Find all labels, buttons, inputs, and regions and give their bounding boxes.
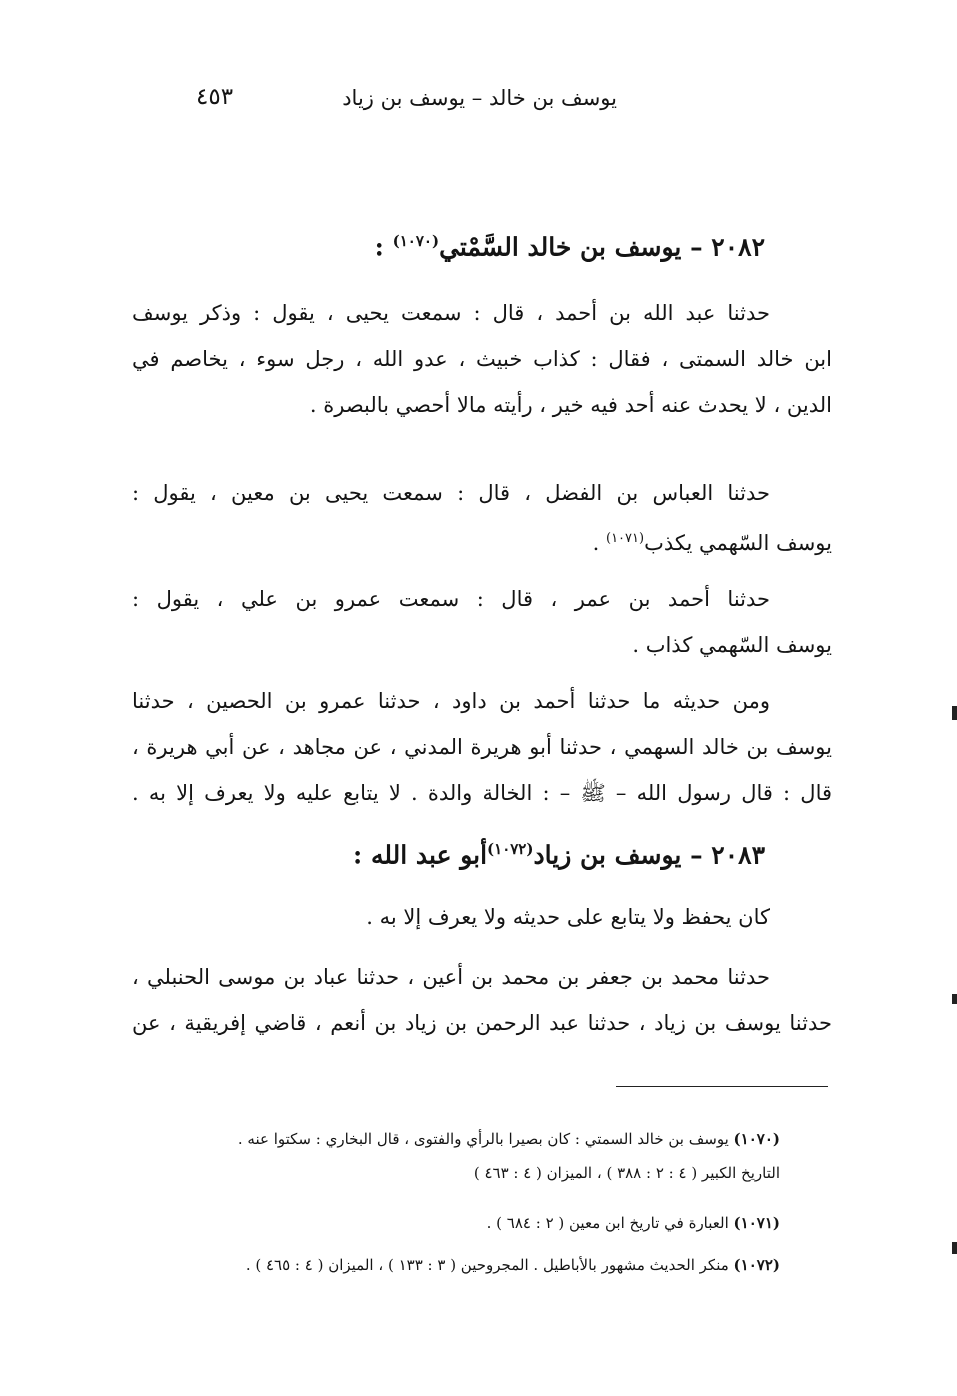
narration-paragraph [132, 290, 832, 428]
footnote [128, 1122, 780, 1190]
paragraph-line: الدين ، لا يحدث عنه أحد فيه خير ، رأيته مالا أحصي بالبصرة . [309, 393, 832, 417]
entry-heading [165, 840, 765, 869]
paragraph-line-text: يوسف السّهمي يكذب [644, 531, 832, 555]
footnote-line: التاريخ الكبير ( ٤ : ٢ : ٣٨٨ ) ، الميزان ( ٤ : ٤٦٣ ) [473, 1164, 780, 1182]
footnote-line [128, 1248, 780, 1282]
footnote-number: (١٠٧٠) [733, 1130, 780, 1148]
paragraph-line: حدثنا العباس بن الفضل ، قال : سمعت يحيى بن معين ، يقول : [132, 481, 770, 505]
footnote [128, 1206, 780, 1240]
scan-edge-mark [952, 706, 957, 720]
footnote [128, 1248, 780, 1282]
paragraph-line: حدثنا أحمد بن عمر ، قال : سمعت عمرو بن علي ، يقول : [132, 587, 770, 611]
footnote-text: منكر الحديث مشهور بالأباطيل . المجروحين ( ٣ : ١٣٣ ) ، الميزان ( ٤ : ٤٦٥ ) . [245, 1256, 729, 1274]
paragraph-line: قال : قال رسول الله – ﷺ – : الخالة والدة . لا يتابع عليه ولا يعرف إلا به . [132, 781, 832, 805]
entry-heading-text: ٢٠٨٣ – يوسف بن زياد [533, 840, 765, 870]
paragraph-line: حدثنا عبد الله بن أحمد ، قال : سمعت يحيى ، يقول : وذكر يوسف [132, 301, 770, 325]
footnote-separator [616, 1086, 828, 1087]
footnote-number: (١٠٧٢) [733, 1256, 780, 1274]
paragraph-line: حدثنا محمد بن جعفر بن محمد بن أعين ، حدثنا عباد بن موسى الحنبلي ، [132, 965, 770, 989]
paragraph-line [132, 516, 832, 566]
footnote-line [128, 1122, 780, 1156]
footnote-number: (١٠٧١) [733, 1214, 780, 1232]
running-header-title: يوسف بن خالد – يوسف بن زياد [342, 86, 617, 110]
paragraph-line: ومن حديثه ما حدثنا أحمد بن داود ، حدثنا عمرو بن الحصين ، حدثنا [132, 689, 770, 713]
scan-edge-mark [952, 994, 957, 1004]
narration-paragraph [132, 954, 832, 1046]
footnote-reference: (١٠٧٢) [487, 840, 534, 858]
entry-heading-suffix: أبو عبد الله : [353, 840, 488, 870]
footnote-reference: (١٠٧٠) [392, 232, 440, 250]
scan-edge-mark [952, 1242, 957, 1254]
paragraph-line: يوسف بن خالد السهمي ، حدثنا أبو هريرة المدني ، عن مجاهد ، عن أبي هريرة ، [132, 735, 832, 759]
paragraph-line: يوسف السّهمي كذاب . [632, 633, 832, 657]
narration-paragraph [132, 470, 832, 566]
entry-heading [165, 232, 765, 261]
footnote-reference: (١٠٧١) [606, 531, 645, 546]
narration-paragraph [132, 576, 832, 668]
page-number: ٤٥٣ [196, 84, 234, 110]
footnote-text: العبارة في تاريخ ابن معين ( ٢ : ٦٨٤ ) . [486, 1214, 729, 1232]
entry-heading-text: ٢٠٨٢ – يوسف بن خالد السَّمْتي [439, 232, 765, 262]
paragraph-line: ابن خالد السمتى ، فقال : كذاب خبيث ، عدو الله ، رجل سوء ، يخاصم في [132, 347, 832, 371]
narration-paragraph [132, 894, 832, 940]
entry-heading-suffix: : [374, 232, 393, 262]
paragraph-line: كان يحفظ ولا يتابع على حديثه ولا يعرف إلا به . [366, 905, 770, 929]
paragraph-line-suffix: . [592, 531, 606, 555]
paragraph-line: حدثنا يوسف بن زياد ، حدثنا عبد الرحمن بن زياد بن أنعم ، قاضي إفريقية ، عن [132, 1011, 832, 1035]
narration-paragraph [132, 678, 832, 816]
footnote-line [128, 1206, 780, 1240]
footnote-text: يوسف بن خالد السمتي : كان بصيرا بالرأي والفتوى ، قال البخاري : سكتوا عنه . [237, 1130, 729, 1148]
